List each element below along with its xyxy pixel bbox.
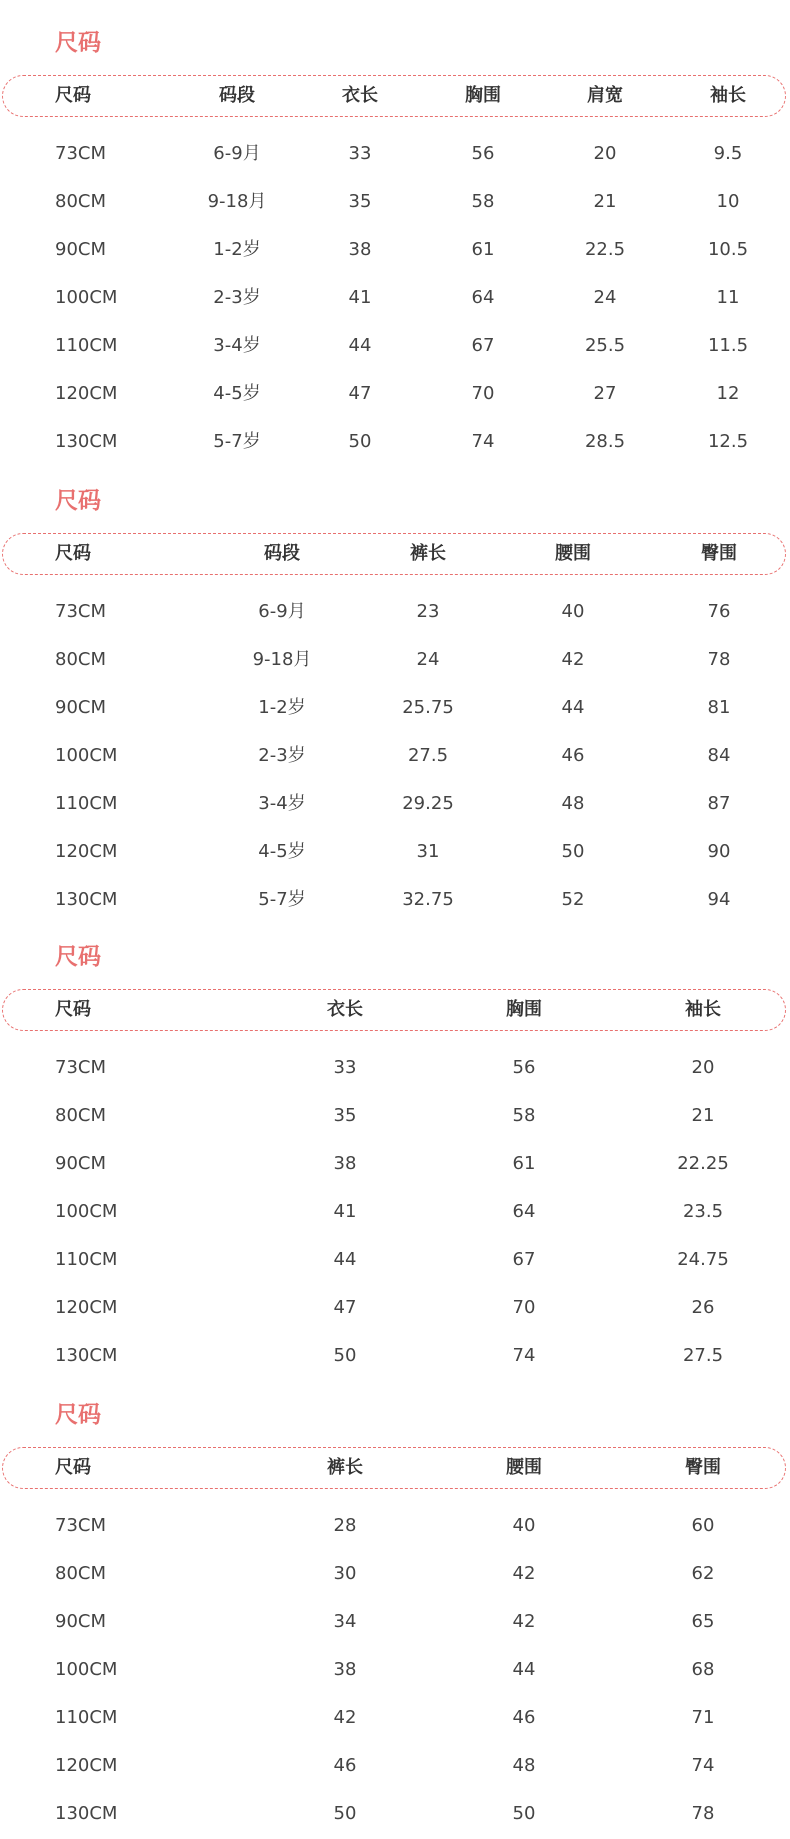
table-cell: 30 [333,1563,357,1584]
table-cell: 3-4岁 [213,335,261,356]
table-cell: 27.5 [407,745,449,766]
table-cell: 24.75 [677,1249,729,1270]
table-cell: 70 [471,383,495,404]
table-cell: 62 [691,1563,715,1584]
table-cell: 110CM [55,335,118,356]
table-cell: 42 [333,1707,357,1728]
table-cell: 67 [471,335,495,356]
table-row [0,1284,790,1332]
table-cell: 73CM [55,1515,107,1536]
table-cell: 74 [471,431,495,452]
table-cell: 10.5 [707,239,749,260]
table-row [0,226,790,274]
table-cell: 70 [512,1297,536,1318]
table-cell: 60 [691,1515,715,1536]
section-title: 尺码 [55,1402,101,1428]
header-size: 尺码 [55,1457,91,1478]
table-cell: 12 [716,383,740,404]
header-pants-length: 裤长 [410,543,446,564]
table-cell: 23.5 [682,1201,724,1222]
table-row [0,130,790,178]
table-row [0,1236,790,1284]
table-cell: 27.5 [682,1345,724,1366]
table-body [0,1502,790,1838]
table-cell: 40 [512,1515,536,1536]
table-cell: 64 [471,287,495,308]
table-cell: 38 [348,239,372,260]
section-title: 尺码 [55,944,101,970]
table-cell: 50 [333,1803,357,1824]
table-cell: 80CM [55,1105,107,1126]
table-cell: 28 [333,1515,357,1536]
header-size: 尺码 [55,543,91,564]
table-cell: 38 [333,1659,357,1680]
table-header [0,989,790,1031]
table-cell: 28.5 [584,431,626,452]
table-cell: 58 [471,191,495,212]
table-cell: 44 [561,697,585,718]
table-cell: 32.75 [402,889,454,910]
table-cell: 56 [471,143,495,164]
table-cell: 33 [333,1057,357,1078]
table-cell: 61 [512,1153,536,1174]
table-cell: 42 [512,1563,536,1584]
header-size: 尺码 [55,999,91,1020]
table-row [0,588,790,636]
table-cell: 23 [416,601,440,622]
table-cell: 78 [707,649,731,670]
table-row [0,322,790,370]
table-cell: 20 [691,1057,715,1078]
table-cell: 21 [593,191,617,212]
table-cell: 80CM [55,191,107,212]
table-row [0,178,790,226]
table-cell: 21 [691,1105,715,1126]
table-cell: 50 [561,841,585,862]
table-cell: 24 [593,287,617,308]
table-cell: 10 [716,191,740,212]
table-cell: 46 [512,1707,536,1728]
table-cell: 120CM [55,1297,118,1318]
table-cell: 71 [691,1707,715,1728]
table-cell: 35 [333,1105,357,1126]
table-cell: 11 [716,287,740,308]
header-age-range: 码段 [264,543,300,564]
table-row [0,636,790,684]
table-cell: 34 [333,1611,357,1632]
table-cell: 90 [707,841,731,862]
table-cell: 100CM [55,287,118,308]
table-cell: 46 [333,1755,357,1776]
table-cell: 42 [512,1611,536,1632]
table-cell: 100CM [55,745,118,766]
table-cell: 9-18月 [207,191,267,212]
table-cell: 20 [593,143,617,164]
table-cell: 44 [333,1249,357,1270]
table-cell: 35 [348,191,372,212]
header-waist: 腰围 [555,543,591,564]
header-waist: 腰围 [506,1457,542,1478]
table-cell: 56 [512,1057,536,1078]
table-header [0,533,790,575]
table-cell: 78 [691,1803,715,1824]
table-row [0,780,790,828]
table-row [0,1502,790,1550]
table-cell: 26 [691,1297,715,1318]
table-cell: 22.5 [584,239,626,260]
header-chest: 胸围 [506,999,542,1020]
table-row [0,1188,790,1236]
table-cell: 73CM [55,1057,107,1078]
table-cell: 100CM [55,1201,118,1222]
table-cell: 1-2岁 [258,697,306,718]
table-row [0,1092,790,1140]
table-header [0,75,790,117]
table-cell: 6-9月 [258,601,306,622]
table-row [0,1598,790,1646]
table-cell: 67 [512,1249,536,1270]
table-cell: 5-7岁 [213,431,261,452]
table-cell: 9.5 [713,143,743,164]
header-sleeve: 袖长 [710,85,746,106]
table-cell: 110CM [55,793,118,814]
header-hip: 臀围 [685,1457,721,1478]
table-cell: 31 [416,841,440,862]
table-row [0,1694,790,1742]
table-cell: 5-7岁 [258,889,306,910]
table-cell: 130CM [55,1803,118,1824]
table-cell: 130CM [55,1345,118,1366]
table-row [0,684,790,732]
table-cell: 24 [416,649,440,670]
table-body [0,130,790,466]
table-cell: 58 [512,1105,536,1126]
table-row [0,1140,790,1188]
table-cell: 50 [333,1345,357,1366]
section-title: 尺码 [55,488,101,514]
table-cell: 3-4岁 [258,793,306,814]
table-cell: 90CM [55,239,107,260]
table-cell: 6-9月 [213,143,261,164]
table-cell: 9-18月 [252,649,312,670]
table-cell: 25.5 [584,335,626,356]
header-size: 尺码 [55,85,91,106]
header-length: 衣长 [342,85,378,106]
table-cell: 74 [691,1755,715,1776]
table-cell: 120CM [55,383,118,404]
table-cell: 90CM [55,1153,107,1174]
table-cell: 4-5岁 [258,841,306,862]
table-body [0,588,790,924]
table-cell: 1-2岁 [213,239,261,260]
table-cell: 27 [593,383,617,404]
table-cell: 130CM [55,431,118,452]
table-cell: 47 [333,1297,357,1318]
table-cell: 48 [512,1755,536,1776]
table-cell: 52 [561,889,585,910]
table-cell: 2-3岁 [213,287,261,308]
table-row [0,370,790,418]
table-cell: 22.25 [677,1153,729,1174]
table-cell: 76 [707,601,731,622]
header-shoulder: 肩宽 [587,85,623,106]
table-cell: 4-5岁 [213,383,261,404]
table-cell: 41 [333,1201,357,1222]
table-cell: 48 [561,793,585,814]
table-cell: 40 [561,601,585,622]
header-age-range: 码段 [219,85,255,106]
size-table-top [0,0,790,458]
table-row [0,274,790,322]
table-cell: 110CM [55,1707,118,1728]
table-cell: 25.75 [402,697,454,718]
table-row [0,1044,790,1092]
table-cell: 41 [348,287,372,308]
table-cell: 87 [707,793,731,814]
table-body [0,1044,790,1380]
table-cell: 84 [707,745,731,766]
size-table-pants-2 [0,1372,790,1830]
table-cell: 61 [471,239,495,260]
table-cell: 65 [691,1611,715,1632]
table-cell: 44 [512,1659,536,1680]
table-cell: 47 [348,383,372,404]
table-cell: 94 [707,889,731,910]
table-cell: 46 [561,745,585,766]
table-cell: 38 [333,1153,357,1174]
table-cell: 12.5 [707,431,749,452]
table-cell: 33 [348,143,372,164]
table-row [0,1790,790,1838]
table-row [0,732,790,780]
table-cell: 110CM [55,1249,118,1270]
table-cell: 74 [512,1345,536,1366]
table-cell: 130CM [55,889,118,910]
size-table-pants [0,458,790,916]
table-header [0,1447,790,1489]
header-pants-length: 裤长 [327,1457,363,1478]
table-cell: 120CM [55,841,118,862]
table-cell: 80CM [55,1563,107,1584]
table-cell: 68 [691,1659,715,1680]
table-cell: 2-3岁 [258,745,306,766]
header-chest: 胸围 [465,85,501,106]
size-table-top-2 [0,914,790,1372]
table-cell: 80CM [55,649,107,670]
table-cell: 90CM [55,1611,107,1632]
table-cell: 100CM [55,1659,118,1680]
table-cell: 90CM [55,697,107,718]
table-cell: 120CM [55,1755,118,1776]
table-row [0,1742,790,1790]
table-cell: 44 [348,335,372,356]
header-length: 衣长 [327,999,363,1020]
table-cell: 73CM [55,143,107,164]
section-title: 尺码 [55,30,101,56]
table-row [0,828,790,876]
table-cell: 42 [561,649,585,670]
table-row [0,1550,790,1598]
header-sleeve: 袖长 [685,999,721,1020]
header-hip: 臀围 [701,543,737,564]
table-cell: 29.25 [402,793,454,814]
table-cell: 64 [512,1201,536,1222]
table-cell: 73CM [55,601,107,622]
table-cell: 81 [707,697,731,718]
table-cell: 50 [348,431,372,452]
table-cell: 50 [512,1803,536,1824]
table-row [0,1646,790,1694]
table-cell: 11.5 [707,335,749,356]
